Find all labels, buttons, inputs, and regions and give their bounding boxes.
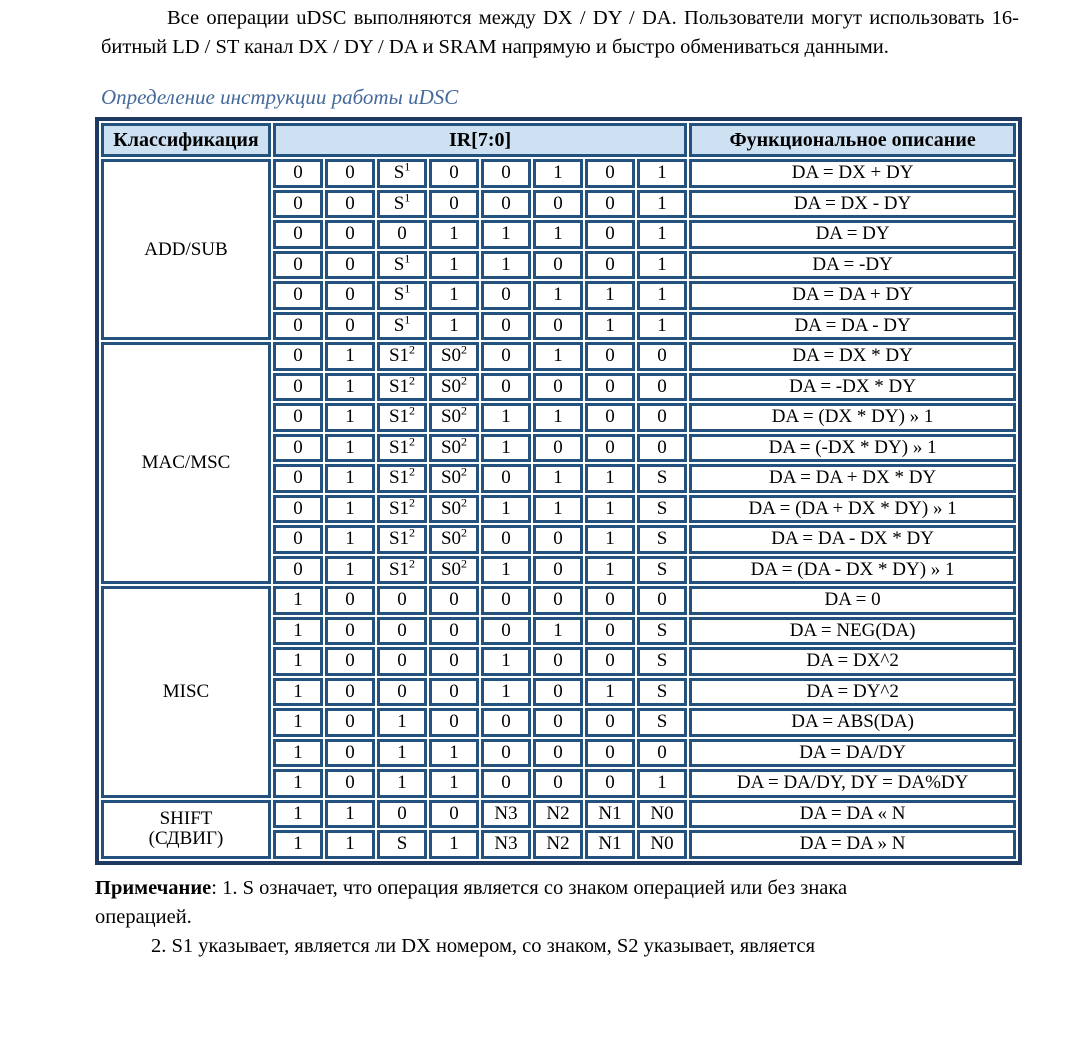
ir-bit-cell: 0	[637, 342, 687, 371]
ir-bit-cell: 1	[325, 830, 375, 859]
ir-bit-cell: 0	[481, 281, 531, 310]
ir-bit-cell: 0	[325, 251, 375, 280]
ir-bit-cell: 0	[585, 373, 635, 402]
ir-bit-cell: $S0^2$	[429, 556, 479, 585]
ir-bit-cell: 1	[585, 281, 635, 310]
classification-cell: MAC/MSC	[101, 342, 271, 584]
description-cell: DA = DA/DY	[689, 739, 1016, 768]
ir-bit-cell: 0	[637, 373, 687, 402]
table-header-description: Функциональное описание	[689, 123, 1016, 157]
ir-bit-cell: 1	[273, 647, 323, 676]
ir-bit-cell: 0	[377, 647, 427, 676]
ir-bit-cell: 1	[533, 342, 583, 371]
ir-bit-cell: 0	[481, 525, 531, 554]
ir-bit-cell: 0	[585, 403, 635, 432]
description-cell: DA = DY^2	[689, 678, 1016, 707]
ir-bit-cell: 1	[637, 769, 687, 798]
ir-bit-cell: N1	[585, 830, 635, 859]
ir-bit-cell: 0	[325, 739, 375, 768]
ir-bit-cell: 0	[273, 525, 323, 554]
ir-bit-cell: 0	[325, 190, 375, 219]
ir-bit-cell: 0	[533, 373, 583, 402]
ir-bit-cell: 1	[481, 678, 531, 707]
ir-bit-cell: $S1^2$	[377, 525, 427, 554]
ir-bit-cell: 1	[325, 464, 375, 493]
ir-bit-cell: 1	[377, 769, 427, 798]
ir-bit-cell: 1	[429, 312, 479, 341]
ir-bit-cell: S	[637, 525, 687, 554]
ir-bit-cell: 1	[637, 312, 687, 341]
description-cell: DA = DA + DX * DY	[689, 464, 1016, 493]
ir-bit-cell: $S0^2$	[429, 434, 479, 463]
ir-bit-cell: $S1^2$	[377, 464, 427, 493]
ir-bit-cell: 0	[325, 617, 375, 646]
ir-bit-cell: 0	[273, 342, 323, 371]
ir-bit-cell: S	[637, 464, 687, 493]
ir-bit-cell: 0	[533, 312, 583, 341]
table-row	[101, 800, 1016, 829]
ir-bit-cell: 0	[429, 647, 479, 676]
table-header-ir: IR[7:0]	[273, 123, 687, 157]
description-cell: DA = DX^2	[689, 647, 1016, 676]
note-2: 2. S1 указывает, является ли DX номером, со знаком, S2 указывает, является	[151, 934, 816, 957]
ir-bit-cell: 1	[533, 403, 583, 432]
ir-bit-cell: N3	[481, 830, 531, 859]
ir-bit-cell: 1	[325, 525, 375, 554]
ir-bit-cell: 1	[637, 159, 687, 188]
ir-bit-cell: 0	[325, 220, 375, 249]
notes-section	[95, 874, 1025, 961]
ir-bit-cell: 1	[273, 617, 323, 646]
description-cell: DA = DX - DY	[689, 190, 1016, 219]
classification-cell: MISC	[101, 586, 271, 798]
ir-bit-cell: 1	[637, 281, 687, 310]
description-cell: DA = 0	[689, 586, 1016, 615]
description-cell: DA = (DX * DY) » 1	[689, 403, 1016, 432]
ir-bit-cell: 1	[273, 800, 323, 829]
table-header-classification: Классификация	[101, 123, 271, 157]
ir-bit-cell: 0	[585, 342, 635, 371]
ir-bit-cell: 0	[429, 586, 479, 615]
ir-bit-cell: S	[637, 617, 687, 646]
ir-bit-cell: 0	[585, 647, 635, 676]
description-cell: DA = DA/DY, DY = DA%DY	[689, 769, 1016, 798]
ir-bit-cell: 1	[429, 251, 479, 280]
ir-bit-cell: N0	[637, 800, 687, 829]
ir-bit-cell: 1	[637, 220, 687, 249]
description-cell: DA = DA - DX * DY	[689, 525, 1016, 554]
ir-bit-cell: 0	[429, 159, 479, 188]
ir-bit-cell: 1	[585, 525, 635, 554]
ir-bit-cell: 0	[481, 464, 531, 493]
ir-bit-cell: 1	[429, 739, 479, 768]
ir-bit-cell: 0	[273, 495, 323, 524]
ir-bit-cell: 1	[481, 251, 531, 280]
ir-bit-cell: 1	[533, 464, 583, 493]
description-cell: DA = (DA + DX * DY) » 1	[689, 495, 1016, 524]
ir-bit-cell: $S1^2$	[377, 434, 427, 463]
ir-bit-cell: 0	[585, 159, 635, 188]
description-cell: DA = NEG(DA)	[689, 617, 1016, 646]
description-cell: DA = DA » N	[689, 830, 1016, 859]
ir-bit-cell: 1	[481, 647, 531, 676]
ir-bit-cell: 0	[325, 678, 375, 707]
ir-bit-cell: S	[637, 708, 687, 737]
ir-bit-cell: 0	[533, 525, 583, 554]
ir-bit-cell: 1	[429, 220, 479, 249]
ir-bit-cell: 0	[377, 678, 427, 707]
ir-bit-cell: 0	[273, 312, 323, 341]
ir-bit-cell: 0	[481, 617, 531, 646]
ir-bit-cell: 0	[429, 800, 479, 829]
ir-bit-cell: 1	[585, 556, 635, 585]
ir-bit-cell: 1	[273, 830, 323, 859]
ir-bit-cell: 0	[533, 769, 583, 798]
ir-bit-cell: 0	[533, 586, 583, 615]
ir-bit-cell: 1	[481, 556, 531, 585]
ir-bit-cell: 0	[273, 251, 323, 280]
ir-bit-cell: 0	[325, 647, 375, 676]
ir-bit-cell: $S0^2$	[429, 495, 479, 524]
table-caption: Определение инструкции работы uDSC	[101, 85, 459, 109]
ir-bit-cell: 0	[429, 190, 479, 219]
ir-bit-cell: 0	[533, 647, 583, 676]
ir-bit-cell: 0	[377, 617, 427, 646]
ir-bit-cell: 0	[325, 586, 375, 615]
ir-bit-cell: 1	[533, 159, 583, 188]
ir-bit-cell: $S^1$	[377, 312, 427, 341]
ir-bit-cell: $S0^2$	[429, 373, 479, 402]
ir-bit-cell: $S^1$	[377, 159, 427, 188]
ir-bit-cell: 0	[273, 434, 323, 463]
ir-bit-cell: 1	[429, 830, 479, 859]
ir-bit-cell: 0	[273, 190, 323, 219]
ir-bit-cell: 0	[637, 403, 687, 432]
ir-bit-cell: $S^1$	[377, 281, 427, 310]
description-cell: DA = DA + DY	[689, 281, 1016, 310]
ir-bit-cell: 0	[273, 281, 323, 310]
ir-bit-cell: 0	[481, 190, 531, 219]
ir-bit-cell: N2	[533, 800, 583, 829]
ir-bit-cell: $S1^2$	[377, 373, 427, 402]
classification-cell: ADD/SUB	[101, 159, 271, 340]
description-cell: DA = DY	[689, 220, 1016, 249]
ir-bit-cell: 1	[325, 342, 375, 371]
instruction-table	[95, 117, 1022, 865]
ir-bit-cell: 0	[533, 708, 583, 737]
ir-bit-cell: 0	[377, 800, 427, 829]
ir-bit-cell: 1	[377, 708, 427, 737]
ir-bit-cell: 0	[637, 739, 687, 768]
notes-label: Примечание	[95, 876, 212, 899]
ir-bit-cell: 0	[325, 281, 375, 310]
table-row	[101, 586, 1016, 615]
description-cell: DA = (DA - DX * DY) » 1	[689, 556, 1016, 585]
ir-bit-cell: 1	[325, 403, 375, 432]
description-cell: DA = DA « N	[689, 800, 1016, 829]
ir-bit-cell: 1	[481, 434, 531, 463]
ir-bit-cell: N2	[533, 830, 583, 859]
ir-bit-cell: 1	[533, 495, 583, 524]
ir-bit-cell: 1	[533, 617, 583, 646]
ir-bit-cell: $S^1$	[377, 190, 427, 219]
ir-bit-cell: 0	[533, 678, 583, 707]
description-cell: DA = (-DX * DY) » 1	[689, 434, 1016, 463]
ir-bit-cell: 0	[533, 251, 583, 280]
ir-bit-cell: 0	[481, 342, 531, 371]
ir-bit-cell: 0	[481, 586, 531, 615]
ir-bit-cell: 0	[637, 434, 687, 463]
ir-bit-cell: 0	[325, 312, 375, 341]
ir-bit-cell: 1	[273, 708, 323, 737]
ir-bit-cell: 0	[273, 403, 323, 432]
ir-bit-cell: N1	[585, 800, 635, 829]
ir-bit-cell: 0	[481, 708, 531, 737]
ir-bit-cell: 1	[637, 190, 687, 219]
ir-bit-cell: 0	[585, 617, 635, 646]
ir-bit-cell: 1	[585, 464, 635, 493]
ir-bit-cell: 0	[585, 190, 635, 219]
ir-bit-cell: 0	[481, 373, 531, 402]
ir-bit-cell: 1	[273, 586, 323, 615]
ir-bit-cell: 0	[481, 312, 531, 341]
table-body	[101, 159, 1016, 859]
ir-bit-cell: 1	[273, 769, 323, 798]
ir-bit-cell: 0	[325, 159, 375, 188]
ir-bit-cell: 0	[273, 220, 323, 249]
intro-paragraph: Все операции uDSC выполняются между DX / DY / DA. Пользователи могут использовать 16-битный LD / ST канал DX / DY / DA и SRAM напрямую и быстро обмениваться данными.	[101, 7, 1019, 58]
ir-bit-cell: $S1^2$	[377, 403, 427, 432]
ir-bit-cell: 0	[377, 586, 427, 615]
ir-bit-cell: 0	[585, 769, 635, 798]
ir-bit-cell: 0	[429, 617, 479, 646]
ir-bit-cell: 1	[481, 495, 531, 524]
note-1-text: : 1. S означает, что операция является со знаком операцией или без знака операцией.	[95, 876, 848, 928]
ir-bit-cell: S	[637, 556, 687, 585]
ir-bit-cell: 1	[325, 800, 375, 829]
ir-bit-cell: 0	[585, 220, 635, 249]
ir-bit-cell: 1	[481, 403, 531, 432]
ir-bit-cell: 0	[585, 434, 635, 463]
ir-bit-cell: $S0^2$	[429, 464, 479, 493]
ir-bit-cell: N3	[481, 800, 531, 829]
description-cell: DA = DA - DY	[689, 312, 1016, 341]
ir-bit-cell: 1	[377, 739, 427, 768]
ir-bit-cell: 0	[429, 708, 479, 737]
description-cell: DA = DX + DY	[689, 159, 1016, 188]
ir-bit-cell: 0	[273, 373, 323, 402]
ir-bit-cell: 1	[273, 739, 323, 768]
ir-bit-cell: 0	[533, 739, 583, 768]
description-cell: DA = DX * DY	[689, 342, 1016, 371]
ir-bit-cell: 1	[533, 281, 583, 310]
ir-bit-cell: 0	[325, 769, 375, 798]
ir-bit-cell: 1	[585, 312, 635, 341]
ir-bit-cell: N0	[637, 830, 687, 859]
ir-bit-cell: 0	[585, 251, 635, 280]
classification-cell: SHIFT (СДВИГ)	[101, 800, 271, 859]
ir-bit-cell: 1	[533, 220, 583, 249]
ir-bit-cell: 0	[585, 708, 635, 737]
ir-bit-cell: S	[637, 647, 687, 676]
ir-bit-cell: 1	[429, 281, 479, 310]
ir-bit-cell: 1	[481, 220, 531, 249]
ir-bit-cell: 1	[429, 769, 479, 798]
ir-bit-cell: 1	[637, 251, 687, 280]
ir-bit-cell: 0	[585, 739, 635, 768]
ir-bit-cell: 0	[273, 159, 323, 188]
ir-bit-cell: $S1^2$	[377, 556, 427, 585]
ir-bit-cell: 0	[533, 556, 583, 585]
table-row	[101, 342, 1016, 371]
ir-bit-cell: 0	[533, 190, 583, 219]
ir-bit-cell: 0	[481, 769, 531, 798]
ir-bit-cell: 0	[325, 708, 375, 737]
ir-bit-cell: 0	[481, 739, 531, 768]
ir-bit-cell: 1	[585, 678, 635, 707]
ir-bit-cell: 0	[533, 434, 583, 463]
ir-bit-cell: 1	[325, 495, 375, 524]
ir-bit-cell: $S1^2$	[377, 342, 427, 371]
ir-bit-cell: 1	[273, 678, 323, 707]
ir-bit-cell: 0	[273, 556, 323, 585]
ir-bit-cell: 1	[325, 556, 375, 585]
ir-bit-cell: 1	[325, 373, 375, 402]
ir-bit-cell: 1	[325, 434, 375, 463]
ir-bit-cell: S	[377, 830, 427, 859]
ir-bit-cell: 1	[585, 495, 635, 524]
ir-bit-cell: $S1^2$	[377, 495, 427, 524]
description-cell: DA = ABS(DA)	[689, 708, 1016, 737]
table-header-row	[101, 123, 1016, 157]
ir-bit-cell: 0	[481, 159, 531, 188]
note-1	[95, 874, 865, 932]
ir-bit-cell: 0	[585, 586, 635, 615]
ir-bit-cell: S	[637, 678, 687, 707]
ir-bit-cell: 0	[273, 464, 323, 493]
ir-bit-cell: $S0^2$	[429, 525, 479, 554]
ir-bit-cell: 0	[377, 220, 427, 249]
ir-bit-cell: $S0^2$	[429, 403, 479, 432]
ir-bit-cell: $S^1$	[377, 251, 427, 280]
table-row	[101, 159, 1016, 188]
description-cell: DA = -DY	[689, 251, 1016, 280]
ir-bit-cell: 0	[637, 586, 687, 615]
ir-bit-cell: S	[637, 495, 687, 524]
description-cell: DA = -DX * DY	[689, 373, 1016, 402]
ir-bit-cell: $S0^2$	[429, 342, 479, 371]
ir-bit-cell: 0	[429, 678, 479, 707]
